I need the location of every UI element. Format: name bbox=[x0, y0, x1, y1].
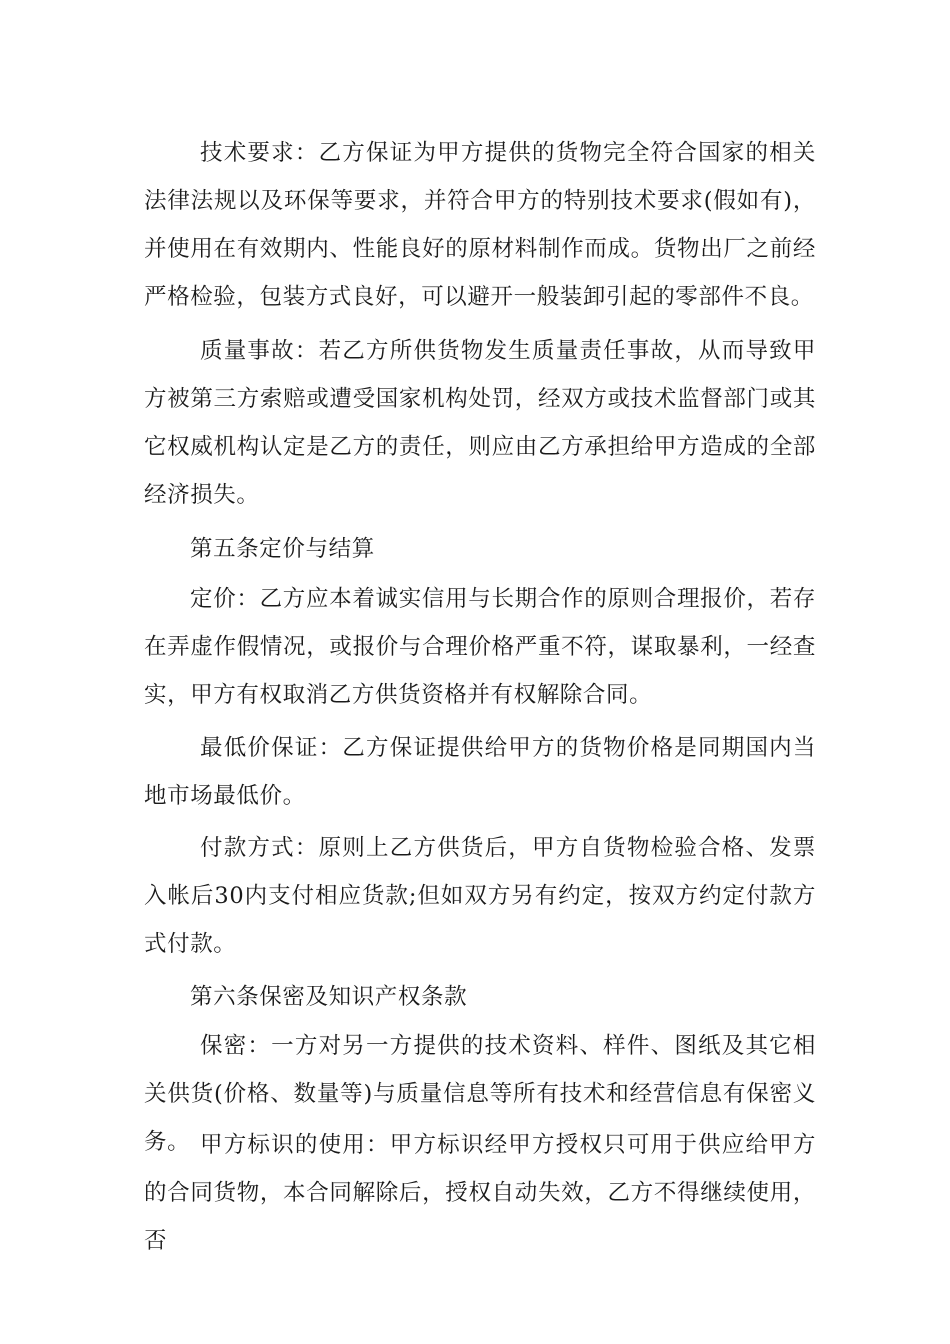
paragraph-payment-method: 付款方式：原则上乙方供货后，甲方自货物检验合格、发票入帐后30内支付相应货款;但如双方另有约定，按双方约定付款方式付款。 bbox=[144, 835, 816, 957]
paragraph-trademark-use: 甲方标识的使用：甲方标识经甲方授权只可用于供应给甲方的合同货物，本合同解除后，授权自动失效，乙方不得继续使用，否 bbox=[144, 1132, 816, 1254]
paragraph-quality-accident: 质量事故：若乙方所供货物发生质量责任事故，从而导致甲方被第三方索赔或遭受国家机构处罚，经双方或技术监督部门或其它权威机构认定是乙方的责任，则应由乙方承担给甲方造成的全部经济损失。 bbox=[144, 338, 816, 508]
section-heading-article-5: 第五条定价与结算 bbox=[190, 536, 375, 562]
paragraph-confidentiality: 保密：一方对另一方提供的技术资料、样件、图纸及其它相关供货(价格、数量等)与质量信息等所有技术和经营信息有保密义务。 bbox=[144, 1033, 816, 1155]
paragraph-lowest-price-guarantee: 最低价保证：乙方保证提供给甲方的货物价格是同期国内当地市场最低价。 bbox=[144, 735, 816, 809]
paragraph-technical-requirements: 技术要求：乙方保证为甲方提供的货物完全符合国家的相关法律法规以及环保等要求，并符合甲方的特别技术要求(假如有)，并使用在有效期内、性能良好的原材料制作而成。货物出厂之前经严格检验，包装方式良好，可以避开一般装卸引起的零部件不良。 bbox=[144, 140, 816, 310]
paragraph-pricing: 定价：乙方应本着诚实信用与长期合作的原则合理报价，若存在弄虚作假情况，或报价与合理价格严重不符，谋取暴利，一经查实，甲方有权取消乙方供货资格并有权解除合同。 bbox=[144, 586, 816, 708]
section-heading-article-6: 第六条保密及知识产权条款 bbox=[190, 984, 468, 1010]
